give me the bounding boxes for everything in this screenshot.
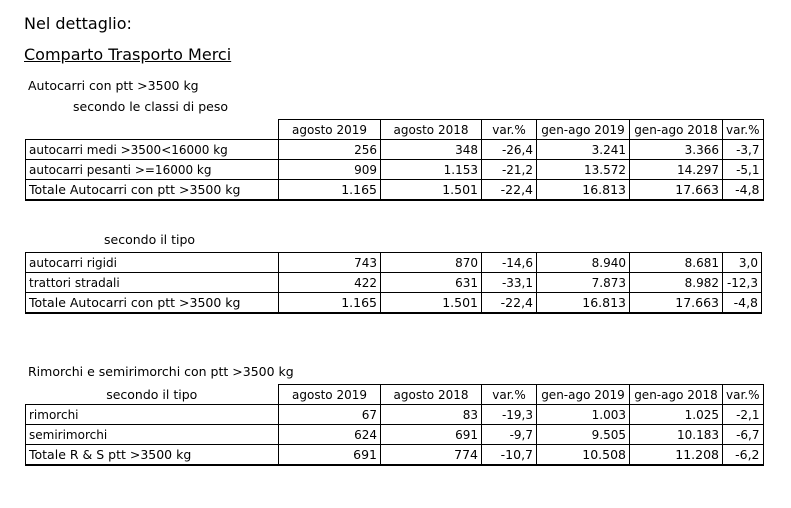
cell-value: 17.663 [630,180,723,200]
col-header: agosto 2018 [381,120,482,140]
block2-subtitle: secondo il tipo [104,232,196,247]
cell-value: 8.982 [630,273,723,293]
cell-value: 11.208 [630,445,723,465]
cell-value: 624 [279,425,381,445]
cell-value: -26,4 [482,140,537,160]
cell-value: 1.165 [279,293,381,313]
cell-value: -2,1 [723,405,764,425]
col-header: gen-ago 2019 [537,385,630,405]
table-weight-classes [25,119,764,201]
cell-value: 3.366 [630,140,723,160]
row-label: autocarri pesanti >=16000 kg [26,160,279,180]
cell-value: 743 [279,253,381,273]
cell-value: 8.940 [537,253,630,273]
header-blank [26,120,279,140]
cell-value: 691 [279,445,381,465]
col-header: gen-ago 2018 [630,120,723,140]
cell-value: -14,6 [482,253,537,273]
cell-value: 1.501 [381,293,482,313]
cell-value: 1.153 [381,160,482,180]
cell-value: 691 [381,425,482,445]
cell-value: -4,8 [723,180,764,200]
cell-value: 17.663 [630,293,723,313]
cell-value: 1.165 [279,180,381,200]
cell-value: 3,0 [723,253,762,273]
row-label: autocarri medi >3500<16000 kg [26,140,279,160]
section-title: Comparto Trasporto Merci [24,45,232,64]
col-header: var.% [482,120,537,140]
cell-value: 7.873 [537,273,630,293]
cell-value: 9.505 [537,425,630,445]
col-header: gen-ago 2018 [630,385,723,405]
table-header-row [26,120,764,140]
cell-value: 422 [279,273,381,293]
col-header: var.% [482,385,537,405]
cell-value: -10,7 [482,445,537,465]
cell-value: -33,1 [482,273,537,293]
page-heading: Nel dettaglio: [24,14,132,33]
cell-value: -22,4 [482,293,537,313]
cell-value: -6,7 [723,425,764,445]
row-label: rimorchi [26,405,279,425]
cell-value: 774 [381,445,482,465]
cell-value: -9,7 [482,425,537,445]
cell-value: 83 [381,405,482,425]
row-label: Totale Autocarri con ptt >3500 kg [26,293,279,313]
col-header: agosto 2018 [381,385,482,405]
table-row [26,273,762,293]
block3-title: Rimorchi e semirimorchi con ptt >3500 kg [28,364,294,379]
col-header: gen-ago 2019 [537,120,630,140]
table-row [26,160,764,180]
cell-value: 10.508 [537,445,630,465]
cell-value: 3.241 [537,140,630,160]
block1-title: Autocarri con ptt >3500 kg [28,78,199,93]
table-row [26,140,764,160]
total-row [26,445,764,465]
cell-value: -12,3 [723,273,762,293]
col-header: agosto 2019 [279,120,381,140]
table-row [26,425,764,445]
col-header: agosto 2019 [279,385,381,405]
cell-value: 8.681 [630,253,723,273]
cell-value: 909 [279,160,381,180]
cell-value: 67 [279,405,381,425]
cell-value: 16.813 [537,180,630,200]
cell-value: 13.572 [537,160,630,180]
table-row [26,253,762,273]
table-header-row [26,385,764,405]
cell-value: -6,2 [723,445,764,465]
cell-value: 348 [381,140,482,160]
cell-value: -4,8 [723,293,762,313]
row-label: autocarri rigidi [26,253,279,273]
cell-value: 1.501 [381,180,482,200]
cell-value: -22,4 [482,180,537,200]
row-label: semirimorchi [26,425,279,445]
row-label: Totale R & S ptt >3500 kg [26,445,279,465]
cell-value: -19,3 [482,405,537,425]
cell-value: 256 [279,140,381,160]
total-row [26,180,764,200]
table-trailers [25,384,764,466]
cell-value: 16.813 [537,293,630,313]
cell-value: 1.003 [537,405,630,425]
table-row [26,405,764,425]
block3-subtitle: secondo il tipo [106,386,198,402]
cell-value: -21,2 [482,160,537,180]
cell-value: -5,1 [723,160,764,180]
total-row [26,293,762,313]
cell-value: 14.297 [630,160,723,180]
row-label: trattori stradali [26,273,279,293]
cell-value: -3,7 [723,140,764,160]
cell-value: 631 [381,273,482,293]
col-header: var.% [723,385,764,405]
cell-value: 1.025 [630,405,723,425]
cell-value: 870 [381,253,482,273]
row-label: Totale Autocarri con ptt >3500 kg [26,180,279,200]
block1-subtitle: secondo le classi di peso [73,99,228,114]
col-header: var.% [723,120,764,140]
cell-value: 10.183 [630,425,723,445]
table-vehicle-type [25,252,762,314]
